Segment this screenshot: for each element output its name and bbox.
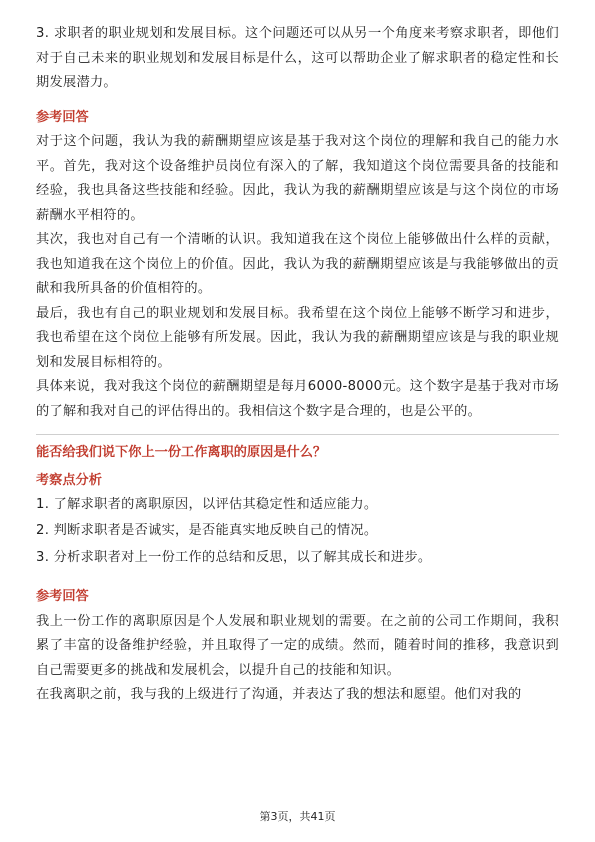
answer-label: 参考回答 [36,589,89,604]
prev-answer-paragraph-1: 对于这个问题，我认为我的薪酬期望应该是基于我对这个岗位的理解和我自己的能力水平。首先，我对这个设备维护员岗位有深入的了解，我知道这个岗位需要具备的技能和经验，我也具备这些技能和经验。因此，我认为我的薪酬期望应该是与这个岗位的市场薪酬水平相符的。 [36,134,559,223]
answer-paragraph-2: 在我离职之前，我与我的上级进行了沟通，并表达了我的想法和愿望。他们对我的 [36,687,522,702]
analysis-item-2: 2. 判断求职者是否诚实，是否能真实地反映自己的情况。 [36,523,378,538]
question-title: 能否给我们说下你上一份工作离职的原因是什么？ [36,445,327,460]
page-content [36,22,559,708]
prev-answer-label: 参考回答 [36,109,89,125]
analysis-label: 考察点分析 [36,472,102,488]
section-divider [36,434,559,435]
prev-analysis-item-3: 3. 求职者的职业规划和发展目标。这个问题还可以从另一个角度来考察求职者，即他们对于自己未来的职业规划和发展目标是什么，这可以帮助企业了解求职者的稳定性和长期发展潜力。 [36,26,559,90]
page-number: 第3页，共41页 [259,810,336,823]
prev-answer-paragraph-2: 其次，我也对自己有一个清晰的认识。我知道我在这个岗位上能够做出什么样的贡献，我也知道我在这个岗位上的价值。因此，我认为我的薪酬期望应该是与我能够做出的贡献和我所具备的价值相符的。 [36,232,559,296]
answer-paragraph-1: 我上一份工作的离职原因是个人发展和职业规划的需要。在之前的公司工作期间，我积累了丰富的设备维护经验，并且取得了一定的成绩。然而，随着时间的推移，我意识到自己需要更多的挑战和发展机会，以提升自己的技能和知识。 [36,613,559,678]
prev-answer-paragraph-3: 最后，我也有自己的职业规划和发展目标。我希望在这个岗位上能够不断学习和进步，我也希望在这个岗位上能够有所发展。因此，我认为我的薪酬期望应该是与我的职业规划和发展目标相符的。 [36,305,559,370]
analysis-item-1: 1. 了解求职者的离职原因，以评估其稳定性和适应能力。 [36,496,378,512]
analysis-item-3: 3. 分析求职者对上一份工作的总结和反思，以了解其成长和进步。 [36,549,432,565]
prev-answer-paragraph-4: 具体来说，我对我这个岗位的薪酬期望是每月6000-8000元。这个数字是基于我对市场的了解和我对自己的评估得出的。我相信这个数字是合理的，也是公平的。 [36,379,559,419]
